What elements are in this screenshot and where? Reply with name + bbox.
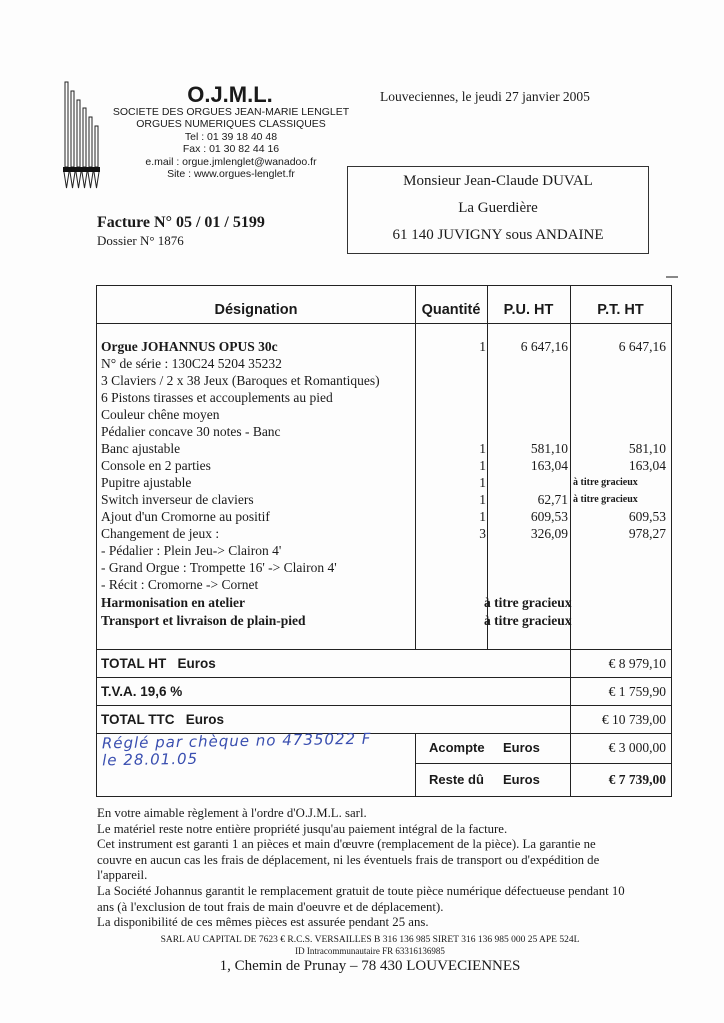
total-ht-value: € 8 979,10 [608, 656, 666, 671]
row-designation: Transport et livraison de plain-pied [101, 613, 306, 628]
row-pu: 6 647,16 [520, 339, 568, 354]
company-phone: Tel : 01 39 18 40 48 [184, 130, 278, 143]
reste-du-row [97, 765, 671, 793]
legal-footer [100, 935, 640, 957]
table-row [97, 612, 671, 629]
header-divider [97, 323, 671, 324]
header-pu-ht: P.U. HT [503, 302, 554, 318]
acompte-label: Acompte [429, 740, 485, 755]
row-designation: Switch inverseur de claviers [101, 492, 254, 507]
row-pt-free: à titre gracieux [573, 494, 638, 505]
terms-line: La Société Johannus garantit le remplacement gratuit de toute pièce numérique défectueuse pendant 10 [97, 883, 625, 898]
tva-row [97, 677, 671, 705]
row-designation: Banc ajustable [101, 441, 181, 456]
table-row [97, 406, 671, 423]
row-qty: 3 [479, 526, 486, 541]
row-designation: 6 Pistons tirasses et accouplements au pied [101, 390, 333, 405]
invoice-table [96, 285, 672, 797]
table-row [97, 338, 671, 355]
terms-line: ans (à l'exclusion de tout frais de main d'oeuvre et de déplacement). [97, 899, 444, 914]
row-designation: - Grand Orgue : Trompette 16' -> Clairon 4' [101, 560, 337, 575]
recipient-address-box [347, 166, 649, 254]
terms-line: Le matériel reste notre entière propriété jusqu'au paiement intégral de la facture. [97, 821, 508, 836]
table-row [97, 508, 671, 525]
row-pt: 581,10 [628, 441, 666, 456]
handwritten-line-1: Réglé par chèque no 4735022 F [101, 729, 372, 753]
table-row [97, 423, 671, 440]
row-designation: N° de série : 130C24 5204 35232 [101, 356, 282, 371]
header-quantite: Quantité [421, 302, 481, 318]
row-free-note: à titre gracieux [484, 613, 572, 628]
row-designation: Console en 2 parties [101, 458, 211, 473]
tva-value: € 1 759,90 [608, 684, 666, 699]
row-pt-free: à titre gracieux [573, 477, 638, 488]
acompte-unit: Euros [503, 740, 540, 755]
company-tagline: ORGUES NUMERIQUES CLASSIQUES [136, 118, 326, 131]
total-ht-row [97, 649, 671, 677]
row-qty: 1 [479, 475, 486, 490]
dossier-number: Dossier N° 1876 [97, 233, 184, 248]
row-qty: 1 [479, 339, 486, 354]
row-divider [415, 763, 671, 764]
table-row [97, 542, 671, 559]
company-legal-name: SOCIETE DES ORGUES JEAN-MARIE LENGLET [112, 106, 350, 118]
company-name: O.J.M.L. [187, 82, 273, 107]
row-designation: 3 Claviers / 2 x 38 Jeux (Baroques et Romantiques) [101, 373, 380, 388]
table-row [97, 559, 671, 576]
terms-line: couvre en aucun cas les frais de déplacement, ni les éventuels frais de transport ou d'expédition de [97, 852, 600, 867]
company-fax: Fax : 01 30 82 44 16 [182, 143, 280, 156]
row-designation: - Pédalier : Plein Jeu-> Clairon 4' [101, 543, 282, 558]
row-designation: Harmonisation en atelier [101, 595, 245, 610]
total-ht-label: TOTAL HT Euros [101, 656, 216, 671]
row-pu: 326,09 [530, 526, 568, 541]
recipient-address-line: La Guerdière [458, 200, 538, 216]
table-row [97, 525, 671, 542]
legal-registration: SARL AU CAPITAL DE 7623 € R.C.S. VERSAILLES B 316 136 985 SIRET 316 136 985 000 25 APE 524L [160, 935, 580, 945]
row-qty: 1 [479, 458, 486, 473]
terms-line: Cet instrument est garanti 1 an pièces et main d'œuvre (remplacement de la pièce). La garantie ne [97, 837, 596, 852]
company-info [86, 106, 376, 180]
table-row [97, 389, 671, 406]
header-designation: Désignation [214, 302, 298, 318]
recipient-name: Monsieur Jean-Claude DUVAL [403, 173, 593, 189]
row-pu: 609,53 [530, 509, 568, 524]
row-designation: Changement de jeux : [101, 526, 220, 541]
terms-line: En votre aimable règlement à l'ordre d'O.J.M.L. sarl. [97, 806, 367, 820]
header-pt-ht: P.T. HT [597, 302, 644, 318]
row-pt: 163,04 [628, 458, 666, 473]
table-row [97, 372, 671, 389]
company-website: Site : www.orgues-lenglet.fr [167, 168, 295, 181]
row-designation: Orgue JOHANNUS OPUS 30c [101, 339, 278, 354]
reste-value: € 7 739,00 [608, 772, 666, 787]
company-email: e.mail : orgue.jmlenglet@wanadoo.fr [145, 155, 317, 168]
row-designation: Couleur chêne moyen [101, 407, 220, 422]
row-designation: Pupitre ajustable [101, 475, 192, 490]
reste-unit: Euros [503, 772, 540, 787]
acompte-value: € 3 000,00 [608, 740, 666, 755]
terms-line: l'appareil. [97, 868, 148, 883]
table-row [97, 594, 671, 611]
row-designation: Pédalier concave 30 notes - Banc [101, 424, 281, 439]
row-qty: 1 [479, 441, 486, 456]
row-qty: 1 [479, 509, 486, 524]
tva-label: T.V.A. 19,6 % [101, 684, 183, 699]
table-row [97, 440, 671, 457]
row-designation: Ajout d'un Cromorne au positif [101, 509, 270, 524]
total-ttc-label: TOTAL TTC Euros [101, 712, 225, 727]
row-qty: 1 [479, 492, 486, 507]
company-address-footer: 1, Chemin de Prunay – 78 430 LOUVECIENNES [219, 958, 521, 974]
recipient-city-line: 61 140 JUVIGNY sous ANDAINE [392, 227, 604, 243]
handwritten-line-2: le 28.01.05 [102, 749, 199, 770]
table-row [97, 576, 671, 593]
total-ttc-value: € 10 739,00 [601, 712, 666, 727]
reste-label: Reste dû [429, 772, 484, 787]
row-pt: 609,53 [628, 509, 666, 524]
table-row [97, 355, 671, 372]
scan-mark [666, 276, 678, 278]
terms-and-conditions [97, 806, 677, 931]
table-row [97, 457, 671, 474]
vat-id: ID Intracommunautaire FR 63316136985 [295, 946, 445, 956]
total-ttc-row [97, 705, 671, 733]
handwritten-payment-note [102, 731, 372, 770]
row-pu: 62,71 [537, 492, 568, 507]
table-row [97, 491, 671, 508]
row-designation: - Récit : Cromorne -> Cornet [101, 577, 259, 592]
terms-line: La disponibilité de ces mêmes pièces est assurée pendant 25 ans. [97, 915, 429, 930]
place-date: Louveciennes, le jeudi 27 janvier 2005 [380, 89, 590, 104]
table-row [97, 474, 671, 491]
invoice-number: Facture N° 05 / 01 / 5199 [97, 214, 265, 231]
row-pu: 581,10 [530, 441, 568, 456]
row-free-note: à titre gracieux [484, 595, 572, 610]
row-pt: 6 647,16 [618, 339, 666, 354]
row-pu: 163,04 [530, 458, 568, 473]
row-pt: 978,27 [628, 526, 666, 541]
